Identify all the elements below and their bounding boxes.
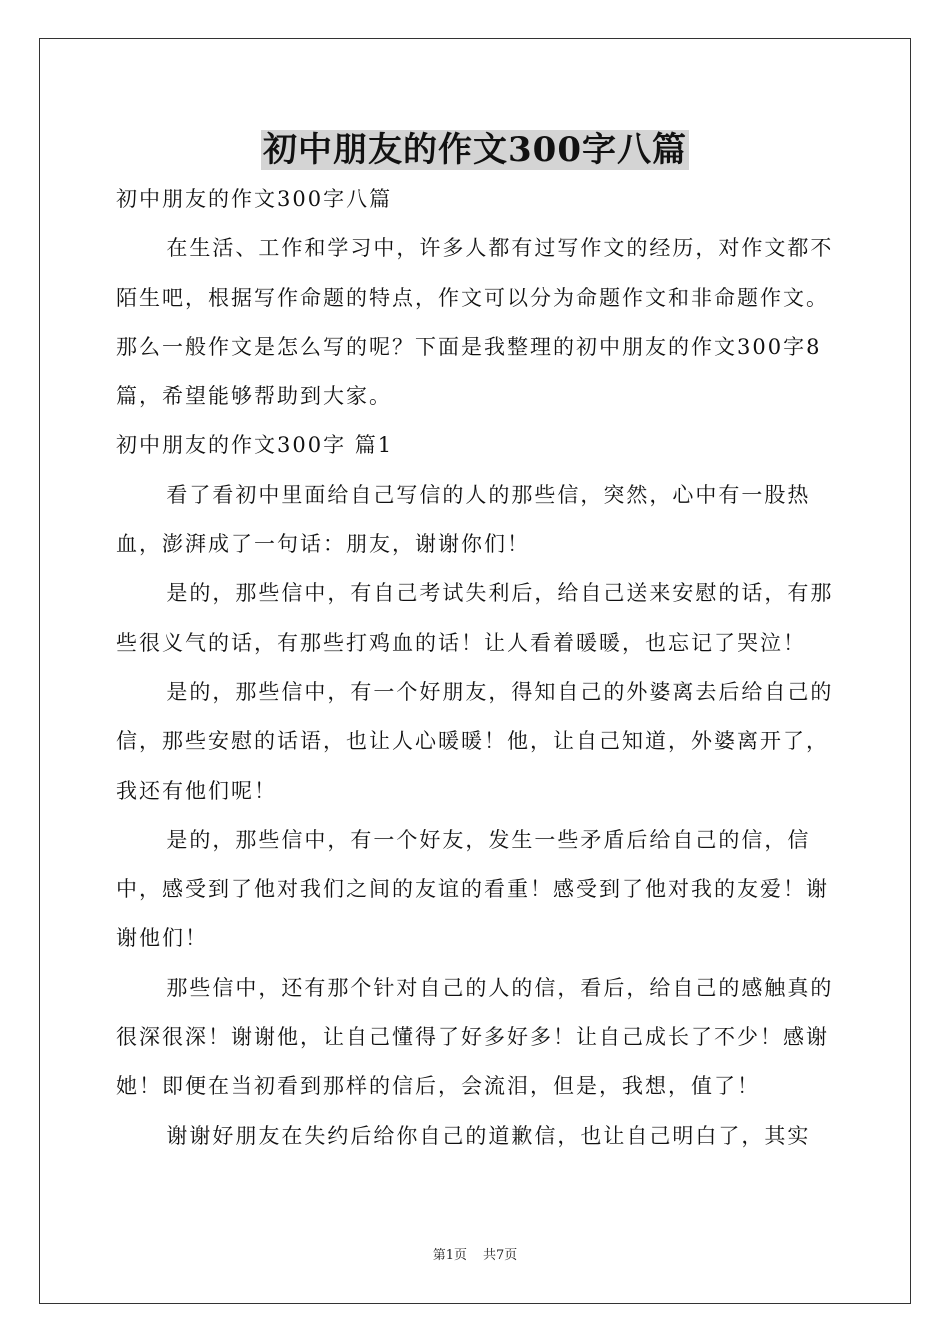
body-paragraph: 那些信中，还有那个针对自己的人的信，看后，给自己的感触真的很深很深！谢谢他，让自己懂得了好多好多！让自己成长了不少！感谢她！即便在当初看到那样的信后，会流泪，但是，我想，值了！ [116,975,834,1099]
page-footer [0,1246,950,1266]
page-number-total: 共7页 [483,1248,518,1263]
document-body [116,175,838,1161]
document-title-text: 初中朋友的作文300字八篇 [263,130,687,170]
body-paragraph: 是的，那些信中，有一个好朋友，得知自己的外婆离去后给自己的信，那些安慰的话语，也让人心暖暖！他，让自己知道，外婆离开了，我还有他们呢！ [116,679,834,803]
body-paragraph: 在生活、工作和学习中，许多人都有过写作文的经历，对作文都不陌生吧，根据写作命题的特点，作文可以分为命题作文和非命题作文。那么一般作文是怎么写的呢？下面是我整理的初中朋友的作文300字8篇，希望能够帮助到大家。 [116,236,834,409]
body-paragraph: 看了看初中里面给自己写信的人的那些信，突然，心中有一股热血，澎湃成了一句话：朋友，谢谢你们！ [116,482,811,557]
body-paragraph: 谢谢好朋友在失约后给你自己的道歉信，也让自己明白了，其实 [166,1123,811,1148]
document-title [0,126,950,174]
section-heading: 初中朋友的作文300字八篇 [116,187,393,211]
body-paragraph: 是的，那些信中，有自己考试失利后，给自己送来安慰的话，有那些很义气的话，有那些打鸡血的话！让人看着暖暖，也忘记了哭泣！ [116,581,834,655]
page-number-current: 第1页 [432,1248,467,1263]
section-heading: 初中朋友的作文300字 篇1 [116,433,394,458]
body-paragraph: 是的，那些信中，有一个好友，发生一些矛盾后给自己的信，信中，感受到了他对我们之间的友谊的看重！感受到了他对我的友爱！谢谢他们！ [116,827,829,951]
